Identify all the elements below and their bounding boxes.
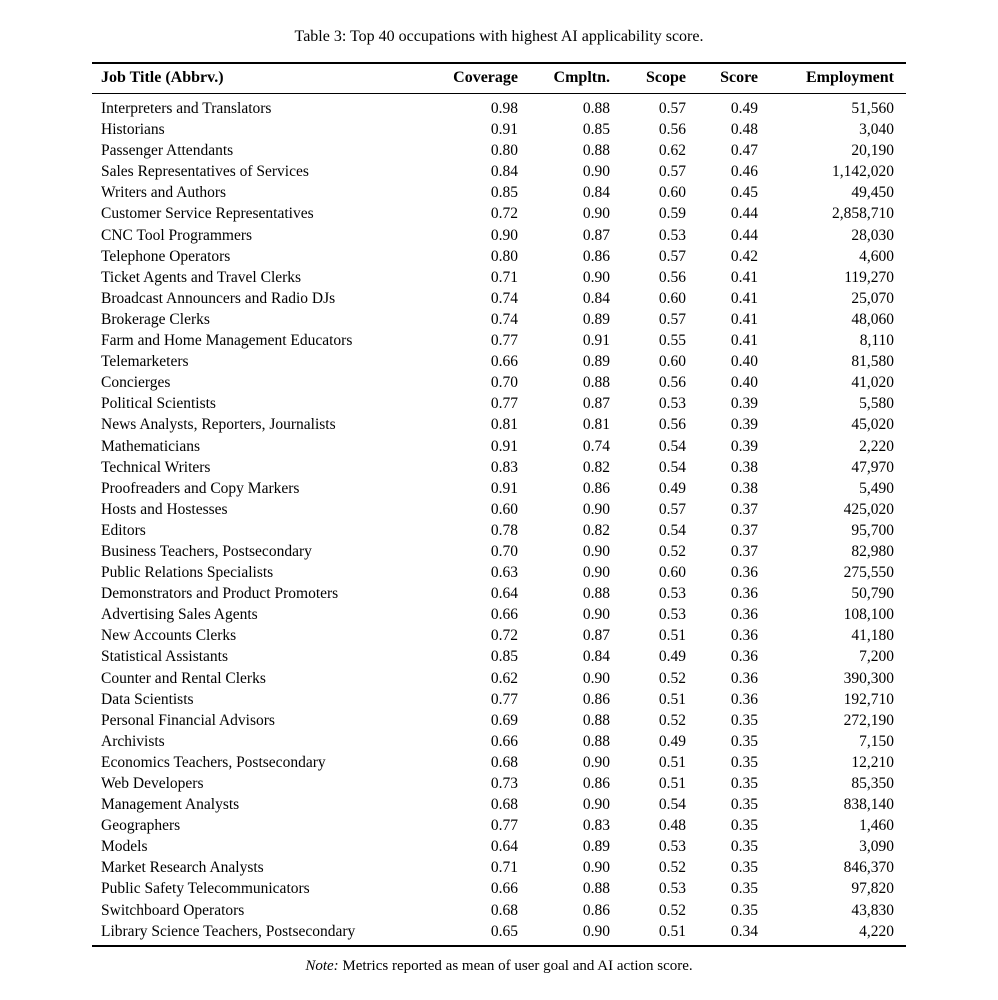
- metric-cell: 0.77: [490, 690, 518, 708]
- metric-cell: 0.89: [582, 310, 610, 328]
- metric-cell: 0.60: [658, 289, 686, 307]
- metric-cell: 0.52: [658, 859, 686, 877]
- metric-cell: 0.56: [658, 416, 686, 434]
- metric-cell: 0.90: [582, 753, 610, 771]
- table-row: [92, 815, 906, 836]
- employment-cell: 51,560: [851, 100, 894, 117]
- occupations-table: [92, 62, 906, 947]
- metric-cell: 0.35: [730, 859, 758, 877]
- employment-cell: 81,580: [851, 353, 894, 371]
- employment-cell: 390,300: [843, 669, 894, 687]
- table-row: [92, 921, 906, 946]
- metric-cell: 0.57: [658, 247, 686, 265]
- metric-cell: 0.81: [582, 416, 610, 434]
- metric-cell: 0.77: [490, 395, 518, 413]
- metric-cell: 0.60: [490, 500, 518, 518]
- metric-cell: 0.37: [730, 521, 758, 539]
- metric-cell: 0.42: [730, 247, 758, 265]
- metric-cell: 0.86: [582, 247, 610, 265]
- metric-cell: 0.56: [658, 374, 686, 392]
- employment-cell: 425,020: [843, 500, 894, 518]
- table-row: [92, 203, 906, 224]
- metric-cell: 0.98: [490, 100, 518, 117]
- metric-cell: 0.71: [490, 268, 518, 286]
- table-row: [92, 267, 906, 288]
- metric-cell: 0.49: [658, 479, 686, 497]
- table-row: [92, 330, 906, 351]
- job-title-cell: Data Scientists: [101, 690, 194, 708]
- job-title-cell: Web Developers: [101, 775, 204, 792]
- table-note: [0, 958, 998, 975]
- job-title-cell: Ticket Agents and Travel Clerks: [101, 268, 302, 286]
- job-title-cell: Business Teachers, Postsecondary: [101, 542, 312, 560]
- metric-cell: 0.44: [730, 205, 758, 223]
- metric-cell: 0.51: [658, 775, 686, 792]
- employment-cell: 838,140: [843, 796, 894, 814]
- metric-cell: 0.70: [490, 542, 518, 560]
- metric-cell: 0.36: [730, 564, 758, 582]
- metric-cell: 0.36: [730, 585, 758, 603]
- metric-cell: 0.56: [658, 121, 686, 139]
- metric-cell: 0.89: [582, 353, 610, 371]
- metric-cell: 0.37: [730, 500, 758, 518]
- metric-cell: 0.81: [490, 416, 518, 434]
- metric-cell: 0.85: [490, 184, 518, 202]
- metric-cell: 0.90: [582, 669, 610, 687]
- table-row: [92, 246, 906, 267]
- metric-cell: 0.86: [582, 775, 610, 792]
- employment-cell: 3,040: [859, 121, 894, 139]
- job-title-cell: Technical Writers: [101, 458, 211, 476]
- metric-cell: 0.35: [730, 796, 758, 814]
- metric-cell: 0.49: [730, 100, 758, 117]
- employment-cell: 8,110: [859, 332, 894, 350]
- metric-cell: 0.90: [582, 542, 610, 560]
- table-row: [92, 604, 906, 625]
- table-row: [92, 668, 906, 689]
- employment-cell: 2,220: [859, 437, 894, 455]
- table-row: [92, 478, 906, 499]
- table-row: [92, 900, 906, 921]
- employment-cell: 846,370: [843, 859, 894, 877]
- table-row: [92, 94, 906, 120]
- metric-cell: 0.60: [658, 184, 686, 202]
- column-header: Employment: [768, 63, 906, 94]
- metric-cell: 0.71: [490, 859, 518, 877]
- employment-cell: 48,060: [851, 310, 894, 328]
- job-title-cell: Models: [101, 838, 148, 856]
- metric-cell: 0.91: [490, 479, 518, 497]
- employment-cell: 28,030: [851, 226, 894, 244]
- job-title-cell: Telephone Operators: [101, 247, 231, 265]
- metric-cell: 0.39: [730, 416, 758, 434]
- table-row: [92, 372, 906, 393]
- metric-cell: 0.52: [658, 542, 686, 560]
- metric-cell: 0.64: [490, 838, 518, 856]
- metric-cell: 0.86: [582, 690, 610, 708]
- job-title-cell: Public Safety Telecommunicators: [101, 880, 310, 898]
- employment-cell: 119,270: [844, 268, 894, 286]
- metric-cell: 0.85: [582, 121, 610, 139]
- metric-cell: 0.35: [730, 711, 758, 729]
- metric-cell: 0.91: [490, 121, 518, 139]
- employment-cell: 20,190: [851, 142, 894, 160]
- job-title-cell: Management Analysts: [101, 796, 240, 814]
- table-row: [92, 689, 906, 710]
- metric-cell: 0.88: [582, 711, 610, 729]
- metric-cell: 0.91: [490, 437, 518, 455]
- metric-cell: 0.73: [490, 775, 518, 792]
- metric-cell: 0.36: [730, 690, 758, 708]
- metric-cell: 0.74: [582, 437, 610, 455]
- metric-cell: 0.88: [582, 374, 610, 392]
- job-title-cell: Geographers: [101, 817, 181, 835]
- job-title-cell: Archivists: [101, 732, 165, 750]
- employment-cell: 5,580: [859, 395, 894, 413]
- metric-cell: 0.88: [582, 732, 610, 750]
- employment-cell: 82,980: [851, 542, 894, 560]
- metric-cell: 0.90: [582, 205, 610, 223]
- job-title-cell: Switchboard Operators: [101, 901, 245, 919]
- table-body: [92, 94, 906, 946]
- metric-cell: 0.53: [658, 880, 686, 898]
- metric-cell: 0.35: [730, 880, 758, 898]
- metric-cell: 0.82: [582, 521, 610, 539]
- employment-cell: 97,820: [851, 880, 894, 898]
- metric-cell: 0.47: [730, 142, 758, 160]
- employment-cell: 43,830: [851, 901, 894, 919]
- job-title-cell: Demonstrators and Product Promoters: [101, 585, 339, 603]
- metric-cell: 0.52: [658, 901, 686, 919]
- metric-cell: 0.35: [730, 753, 758, 771]
- metric-cell: 0.52: [658, 711, 686, 729]
- table-row: [92, 773, 906, 794]
- table-header-row: [92, 63, 906, 94]
- metric-cell: 0.39: [730, 437, 758, 455]
- metric-cell: 0.90: [582, 859, 610, 877]
- column-header: Cmpltn.: [528, 63, 620, 94]
- employment-cell: 4,600: [859, 247, 894, 265]
- metric-cell: 0.41: [730, 289, 758, 307]
- metric-cell: 0.54: [658, 458, 686, 476]
- metric-cell: 0.77: [490, 332, 518, 350]
- table-row: [92, 562, 906, 583]
- metric-cell: 0.46: [730, 163, 758, 181]
- metric-cell: 0.90: [582, 796, 610, 814]
- table-row: [92, 625, 906, 646]
- metric-cell: 0.35: [730, 838, 758, 856]
- note-label: Note:: [305, 957, 339, 974]
- metric-cell: 0.63: [490, 564, 518, 582]
- metric-cell: 0.57: [658, 310, 686, 328]
- employment-cell: 272,190: [843, 711, 894, 729]
- metric-cell: 0.89: [582, 838, 610, 856]
- table-row: [92, 836, 906, 857]
- table-row: [92, 710, 906, 731]
- metric-cell: 0.49: [658, 732, 686, 750]
- metric-cell: 0.65: [490, 922, 518, 940]
- metric-cell: 0.53: [658, 226, 686, 244]
- table-row: [92, 731, 906, 752]
- metric-cell: 0.68: [490, 753, 518, 771]
- job-title-cell: Advertising Sales Agents: [101, 606, 258, 624]
- metric-cell: 0.51: [658, 922, 686, 940]
- job-title-cell: Interpreters and Translators: [101, 100, 272, 117]
- job-title-cell: Broadcast Announcers and Radio DJs: [101, 289, 336, 307]
- metric-cell: 0.91: [582, 332, 610, 350]
- metric-cell: 0.53: [658, 606, 686, 624]
- metric-cell: 0.38: [730, 458, 758, 476]
- metric-cell: 0.53: [658, 585, 686, 603]
- job-title-cell: News Analysts, Reporters, Journalists: [101, 416, 336, 434]
- employment-cell: 50,790: [851, 585, 894, 603]
- metric-cell: 0.48: [730, 121, 758, 139]
- metric-cell: 0.40: [730, 374, 758, 392]
- metric-cell: 0.74: [490, 310, 518, 328]
- metric-cell: 0.68: [490, 796, 518, 814]
- metric-cell: 0.84: [582, 648, 610, 666]
- metric-cell: 0.55: [658, 332, 686, 350]
- metric-cell: 0.74: [490, 289, 518, 307]
- metric-cell: 0.87: [582, 627, 610, 645]
- metric-cell: 0.83: [582, 817, 610, 835]
- metric-cell: 0.35: [730, 732, 758, 750]
- metric-cell: 0.51: [658, 627, 686, 645]
- employment-cell: 45,020: [851, 416, 894, 434]
- table-row: [92, 520, 906, 541]
- column-header: Score: [696, 63, 768, 94]
- job-title-cell: Customer Service Representatives: [101, 205, 314, 223]
- job-title-cell: Sales Representatives of Services: [101, 163, 309, 181]
- metric-cell: 0.49: [658, 648, 686, 666]
- table-row: [92, 794, 906, 815]
- job-title-cell: Passenger Attendants: [101, 142, 234, 160]
- metric-cell: 0.84: [490, 163, 518, 181]
- metric-cell: 0.57: [658, 100, 686, 117]
- metric-cell: 0.90: [582, 922, 610, 940]
- header-row: [92, 63, 906, 94]
- job-title-cell: Personal Financial Advisors: [101, 711, 275, 729]
- employment-cell: 7,150: [859, 732, 894, 750]
- metric-cell: 0.39: [730, 395, 758, 413]
- job-title-cell: Counter and Rental Clerks: [101, 669, 266, 687]
- metric-cell: 0.86: [582, 901, 610, 919]
- metric-cell: 0.34: [730, 922, 758, 940]
- employment-cell: 41,180: [851, 627, 894, 645]
- metric-cell: 0.36: [730, 648, 758, 666]
- metric-cell: 0.62: [490, 669, 518, 687]
- job-title-cell: Economics Teachers, Postsecondary: [101, 753, 326, 771]
- metric-cell: 0.88: [582, 100, 610, 117]
- metric-cell: 0.57: [658, 163, 686, 181]
- employment-cell: 2,858,710: [832, 205, 894, 223]
- job-title-cell: New Accounts Clerks: [101, 627, 237, 645]
- metric-cell: 0.41: [730, 332, 758, 350]
- job-title-cell: Market Research Analysts: [101, 859, 264, 877]
- metric-cell: 0.35: [730, 775, 758, 792]
- metric-cell: 0.59: [658, 205, 686, 223]
- metric-cell: 0.48: [658, 817, 686, 835]
- job-title-cell: CNC Tool Programmers: [101, 226, 253, 244]
- table-row: [92, 225, 906, 246]
- metric-cell: 0.44: [730, 226, 758, 244]
- metric-cell: 0.78: [490, 521, 518, 539]
- metric-cell: 0.90: [582, 500, 610, 518]
- job-title-cell: Statistical Assistants: [101, 648, 229, 666]
- metric-cell: 0.56: [658, 268, 686, 286]
- employment-cell: 3,090: [859, 838, 894, 856]
- job-title-cell: Mathematicians: [101, 437, 200, 455]
- employment-cell: 108,100: [843, 606, 894, 624]
- table-row: [92, 857, 906, 878]
- table-row: [92, 119, 906, 140]
- metric-cell: 0.40: [730, 353, 758, 371]
- metric-cell: 0.87: [582, 395, 610, 413]
- table-row: [92, 878, 906, 899]
- job-title-cell: Proofreaders and Copy Markers: [101, 479, 300, 497]
- job-title-cell: Concierges: [101, 374, 171, 392]
- job-title-cell: Brokerage Clerks: [101, 310, 210, 328]
- employment-cell: 4,220: [859, 922, 894, 940]
- job-title-cell: Telemarketers: [101, 353, 189, 371]
- metric-cell: 0.51: [658, 690, 686, 708]
- metric-cell: 0.88: [582, 142, 610, 160]
- metric-cell: 0.72: [490, 627, 518, 645]
- metric-cell: 0.45: [730, 184, 758, 202]
- column-header: Job Title (Abbrv.): [92, 63, 432, 94]
- column-header: Coverage: [432, 63, 528, 94]
- column-header: Scope: [620, 63, 696, 94]
- table-row: [92, 499, 906, 520]
- employment-cell: 41,020: [851, 374, 894, 392]
- metric-cell: 0.36: [730, 627, 758, 645]
- metric-cell: 0.53: [658, 838, 686, 856]
- table-row: [92, 436, 906, 457]
- employment-cell: 12,210: [851, 753, 894, 771]
- metric-cell: 0.90: [490, 226, 518, 244]
- employment-cell: 49,450: [851, 184, 894, 202]
- employment-cell: 95,700: [851, 521, 894, 539]
- metric-cell: 0.38: [730, 479, 758, 497]
- metric-cell: 0.41: [730, 268, 758, 286]
- metric-cell: 0.68: [490, 901, 518, 919]
- metric-cell: 0.69: [490, 711, 518, 729]
- employment-cell: 47,970: [851, 458, 894, 476]
- metric-cell: 0.90: [582, 606, 610, 624]
- metric-cell: 0.57: [658, 500, 686, 518]
- metric-cell: 0.88: [582, 880, 610, 898]
- employment-cell: 1,142,020: [832, 163, 894, 181]
- metric-cell: 0.35: [730, 901, 758, 919]
- table-row: [92, 140, 906, 161]
- table-row: [92, 393, 906, 414]
- metric-cell: 0.84: [582, 289, 610, 307]
- metric-cell: 0.90: [582, 163, 610, 181]
- table-row: [92, 161, 906, 182]
- job-title-cell: Farm and Home Management Educators: [101, 332, 353, 350]
- metric-cell: 0.54: [658, 796, 686, 814]
- table-row: [92, 182, 906, 203]
- metric-cell: 0.66: [490, 732, 518, 750]
- job-title-cell: Writers and Authors: [101, 184, 227, 202]
- metric-cell: 0.72: [490, 205, 518, 223]
- metric-cell: 0.83: [490, 458, 518, 476]
- employment-cell: 275,550: [843, 564, 894, 582]
- table-row: [92, 583, 906, 604]
- metric-cell: 0.80: [490, 142, 518, 160]
- metric-cell: 0.88: [582, 585, 610, 603]
- metric-cell: 0.64: [490, 585, 518, 603]
- employment-cell: 192,710: [843, 690, 894, 708]
- metric-cell: 0.77: [490, 817, 518, 835]
- metric-cell: 0.66: [490, 606, 518, 624]
- employment-cell: 85,350: [851, 775, 894, 792]
- metric-cell: 0.66: [490, 880, 518, 898]
- table-row: [92, 414, 906, 435]
- employment-cell: 5,490: [859, 479, 894, 497]
- metric-cell: 0.66: [490, 353, 518, 371]
- metric-cell: 0.37: [730, 542, 758, 560]
- employment-cell: 7,200: [859, 648, 894, 666]
- table-row: [92, 646, 906, 667]
- note-text: Metrics reported as mean of user goal and AI action score.: [338, 957, 693, 974]
- table-row: [92, 457, 906, 478]
- metric-cell: 0.54: [658, 521, 686, 539]
- metric-cell: 0.53: [658, 395, 686, 413]
- metric-cell: 0.82: [582, 458, 610, 476]
- job-title-cell: Political Scientists: [101, 395, 216, 413]
- table-caption: Table 3: Top 40 occupations with highest AI applicability score.: [294, 28, 704, 45]
- metric-cell: 0.36: [730, 669, 758, 687]
- table-row: [92, 309, 906, 330]
- metric-cell: 0.86: [582, 479, 610, 497]
- table-row: [92, 288, 906, 309]
- job-title-cell: Hosts and Hostesses: [101, 500, 228, 518]
- table-row: [92, 752, 906, 773]
- metric-cell: 0.60: [658, 353, 686, 371]
- metric-cell: 0.90: [582, 268, 610, 286]
- job-title-cell: Historians: [101, 121, 165, 139]
- metric-cell: 0.35: [730, 817, 758, 835]
- metric-cell: 0.62: [658, 142, 686, 160]
- metric-cell: 0.84: [582, 184, 610, 202]
- metric-cell: 0.60: [658, 564, 686, 582]
- metric-cell: 0.90: [582, 564, 610, 582]
- metric-cell: 0.85: [490, 648, 518, 666]
- metric-cell: 0.54: [658, 437, 686, 455]
- metric-cell: 0.80: [490, 247, 518, 265]
- metric-cell: 0.52: [658, 669, 686, 687]
- table-row: [92, 541, 906, 562]
- metric-cell: 0.41: [730, 310, 758, 328]
- metric-cell: 0.87: [582, 226, 610, 244]
- job-title-cell: Editors: [101, 521, 146, 539]
- metric-cell: 0.36: [730, 606, 758, 624]
- employment-cell: 1,460: [859, 817, 894, 835]
- job-title-cell: Public Relations Specialists: [101, 564, 274, 582]
- metric-cell: 0.51: [658, 753, 686, 771]
- table-row: [92, 351, 906, 372]
- employment-cell: 25,070: [851, 289, 894, 307]
- job-title-cell: Library Science Teachers, Postsecondary: [101, 922, 356, 940]
- metric-cell: 0.70: [490, 374, 518, 392]
